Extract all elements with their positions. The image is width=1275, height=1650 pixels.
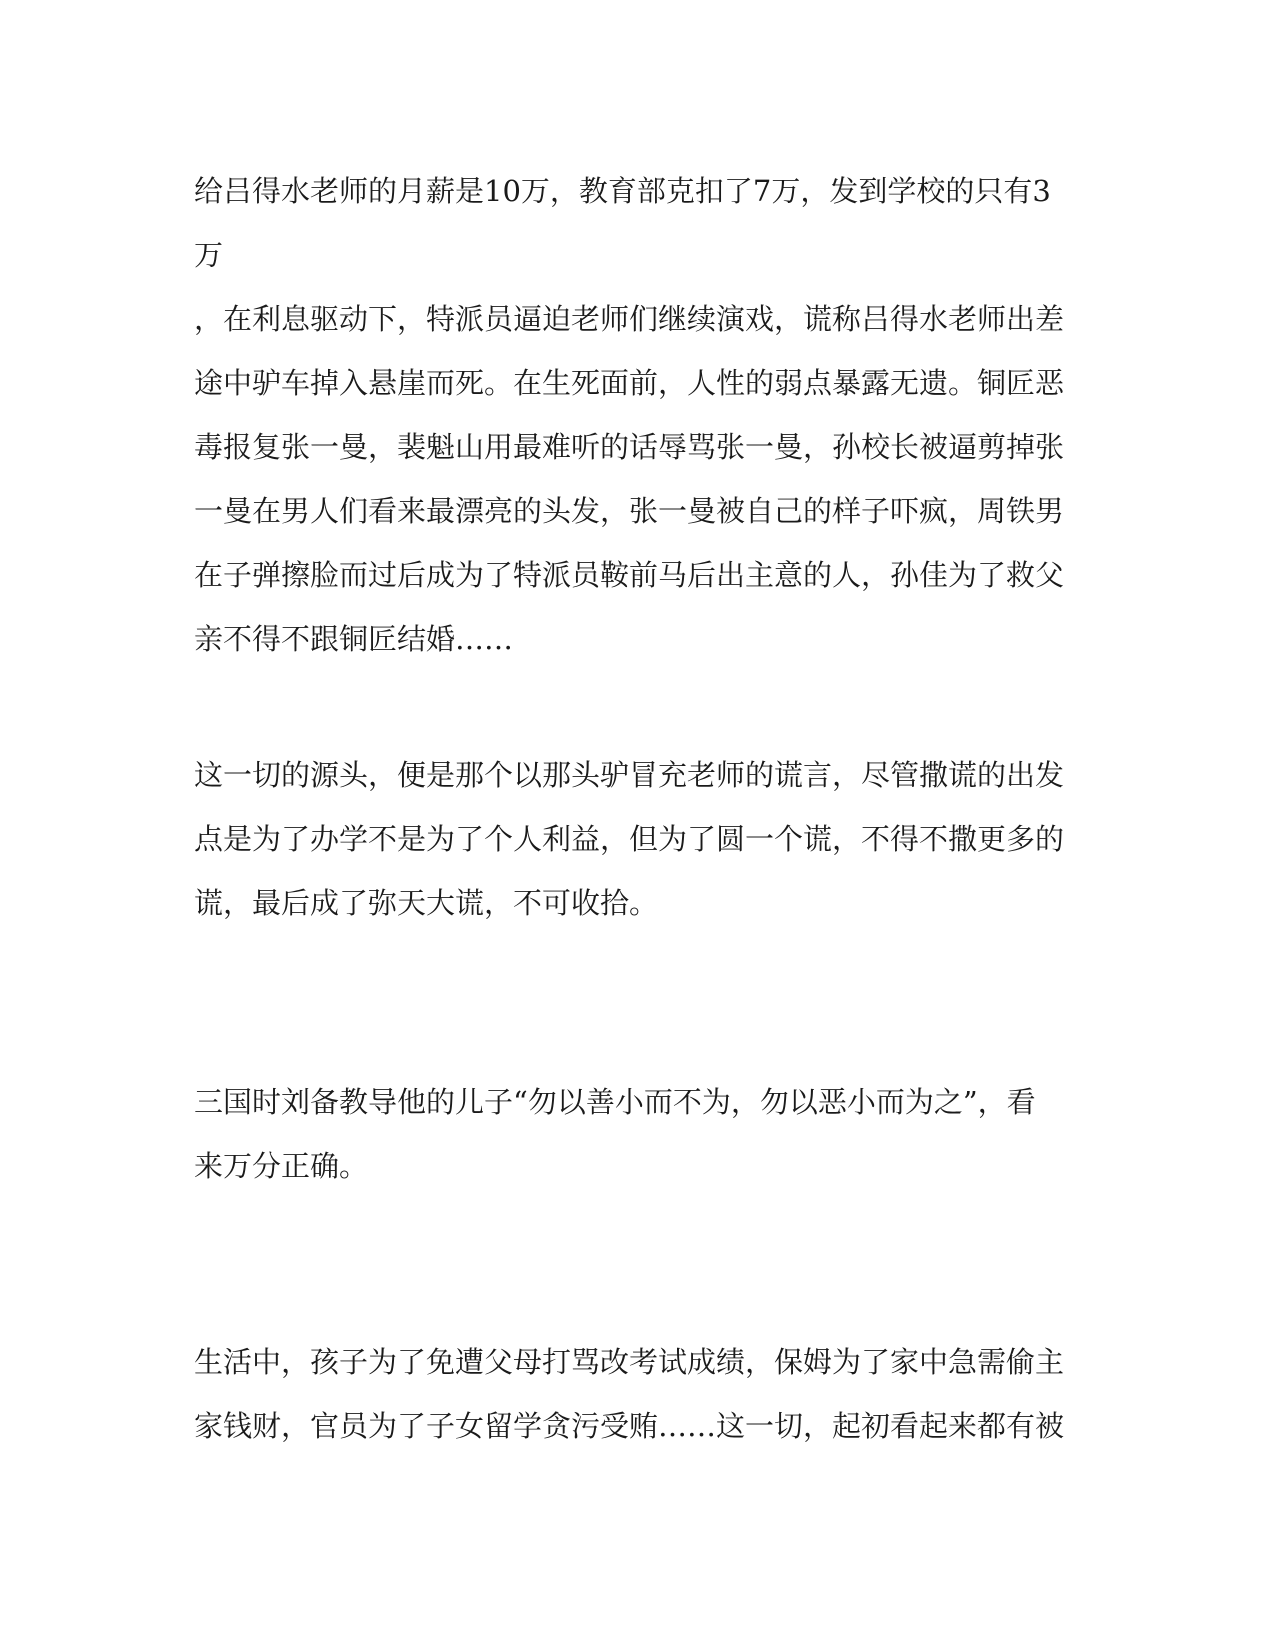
paragraph-4	[194, 1330, 1074, 1458]
text-line: 生活中，孩子为了免遭父母打骂改考试成绩，保姆为了家中急需偷主	[194, 1345, 1065, 1379]
text-line: 毒报复张一曼，裴魁山用最难听的话辱骂张一曼，孙校长被逼剪掉张	[194, 430, 1065, 464]
paragraph-1	[194, 159, 1074, 671]
text-line: 给吕得水老师的月薪是10万，教育部克扣了7万，发到学校的只有3万	[194, 174, 1051, 272]
text-line: 亲不得不跟铜匠结婚……	[194, 622, 514, 656]
text-line: 谎，最后成了弥天大谎，不可收拾。	[194, 886, 659, 920]
text-line: 三国时刘备教导他的儿子“勿以善小而不为，勿以恶小而为之”，看	[194, 1085, 1036, 1119]
paragraph-3	[194, 1070, 1074, 1198]
paragraph-2	[194, 743, 1074, 935]
text-line: 来万分正确。	[194, 1149, 369, 1183]
text-line: ，在利息驱动下，特派员逼迫老师们继续演戏，谎称吕得水老师出差	[194, 302, 1065, 336]
text-line: 点是为了办学不是为了个人利益，但为了圆一个谎，不得不撒更多的	[194, 822, 1065, 856]
text-line: 在子弹擦脸而过后成为了特派员鞍前马后出主意的人，孙佳为了救父	[194, 558, 1065, 592]
text-line: 一曼在男人们看来最漂亮的头发，张一曼被自己的样子吓疯，周铁男	[194, 494, 1065, 528]
text-line: 途中驴车掉入悬崖而死。在生死面前，人性的弱点暴露无遗。铜匠恶	[194, 366, 1065, 400]
text-line: 家钱财，官员为了子女留学贪污受贿……这一切，起初看起来都有被	[194, 1409, 1065, 1443]
text-line: 这一切的源头，便是那个以那头驴冒充老师的谎言，尽管撒谎的出发	[194, 758, 1065, 792]
